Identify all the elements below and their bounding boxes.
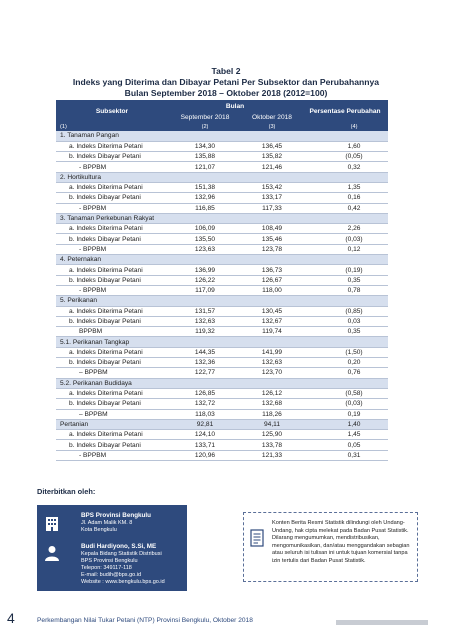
- row-label: 4. Peternakan: [56, 255, 168, 265]
- row-value-september: 92,81: [168, 419, 242, 429]
- table-row: [56, 440, 388, 450]
- row-value-oktober: 123,70: [242, 368, 302, 378]
- row-value-september: 124,10: [168, 430, 242, 440]
- row-value-september: 116,85: [168, 203, 242, 213]
- row-label: - BPPBM: [56, 244, 168, 254]
- table-row: [56, 234, 388, 244]
- row-value-september: 136,99: [168, 265, 242, 275]
- row-value-oktober: [242, 172, 302, 182]
- org-address-1: Jl. Adam Malik KM. 8: [81, 520, 133, 526]
- row-value-september: 106,09: [168, 224, 242, 234]
- row-label: a. Indeks Diterima Petani: [56, 347, 168, 357]
- row-label: - BPPBM: [56, 285, 168, 295]
- table-period: Bulan September 2018 – Oktober 2018 (2012=100): [124, 88, 328, 98]
- org-name: BPS Provinsi Bengkulu: [81, 512, 151, 519]
- header-col-4: (4): [302, 122, 388, 131]
- row-label: – BPPBM: [56, 409, 168, 419]
- row-value-september: 132,63: [168, 316, 242, 326]
- row-value-persentase: 1,60: [302, 141, 388, 151]
- row-label: a. Indeks Diterima Petani: [56, 224, 168, 234]
- table-row: [56, 265, 388, 275]
- row-value-oktober: 126,67: [242, 275, 302, 285]
- table-row: [56, 162, 388, 172]
- row-label: 5.2. Perikanan Budidaya: [56, 378, 168, 388]
- row-label: 5.1. Perikanan Tangkap: [56, 337, 168, 347]
- row-value-persentase: 0,42: [302, 203, 388, 213]
- row-value-oktober: 136,45: [242, 141, 302, 151]
- table-row: [56, 450, 388, 460]
- row-value-september: [168, 296, 242, 306]
- row-label: BPPBM: [56, 327, 168, 337]
- table-section-row: [56, 419, 388, 429]
- table-row: [56, 327, 388, 337]
- header-col-1: (1): [56, 122, 168, 131]
- header-subsektor: Subsektor: [56, 100, 168, 122]
- row-value-persentase: 0,16: [302, 193, 388, 203]
- email-link[interactable]: E-mail: budih@bps.go.id: [81, 572, 142, 578]
- row-value-persentase: [302, 296, 388, 306]
- row-label: – BPPBM: [56, 368, 168, 378]
- table-title: [0, 66, 452, 99]
- row-value-persentase: (0,58): [302, 388, 388, 398]
- row-value-persentase: 1,45: [302, 430, 388, 440]
- row-label: - BPPBM: [56, 162, 168, 172]
- document-icon: [250, 529, 264, 547]
- row-value-september: [168, 255, 242, 265]
- table-row: [56, 275, 388, 285]
- table-row: [56, 358, 388, 368]
- row-value-oktober: 118,00: [242, 285, 302, 295]
- table-body: [56, 131, 388, 461]
- row-label: a. Indeks Diterima Petani: [56, 388, 168, 398]
- row-label: a. Indeks Diterima Petani: [56, 430, 168, 440]
- row-value-oktober: 132,63: [242, 358, 302, 368]
- row-value-persentase: 2,26: [302, 224, 388, 234]
- row-value-september: 134,30: [168, 141, 242, 151]
- row-value-persentase: [302, 213, 388, 223]
- row-label: 5. Perikanan: [56, 296, 168, 306]
- table-row: [56, 285, 388, 295]
- publisher-contact: [37, 541, 187, 589]
- header-col-3: (3): [242, 122, 302, 131]
- row-value-persentase: (0,03): [302, 234, 388, 244]
- table-number: Tabel 2: [211, 66, 241, 76]
- table-section-row: [56, 337, 388, 347]
- table-section-row: [56, 131, 388, 141]
- row-label: 3. Tanaman Perkebunan Rakyat: [56, 213, 168, 223]
- person-icon: [43, 544, 61, 562]
- row-value-persentase: 0,20: [302, 358, 388, 368]
- row-label: 1. Tanaman Pangan: [56, 131, 168, 141]
- website-link[interactable]: Website : www.bengkulu.bps.go.id: [81, 579, 165, 585]
- row-value-oktober: [242, 131, 302, 141]
- row-value-oktober: [242, 296, 302, 306]
- row-value-oktober: 118,26: [242, 409, 302, 419]
- row-value-oktober: 108,49: [242, 224, 302, 234]
- publisher-box: [37, 505, 187, 591]
- row-value-september: [168, 172, 242, 182]
- row-value-persentase: (1,50): [302, 347, 388, 357]
- row-value-oktober: 153,42: [242, 182, 302, 192]
- row-value-september: 122,77: [168, 368, 242, 378]
- row-value-september: [168, 378, 242, 388]
- row-value-oktober: 133,17: [242, 193, 302, 203]
- header-september: September 2018: [168, 113, 242, 122]
- row-value-oktober: 130,45: [242, 306, 302, 316]
- table-caption: Indeks yang Diterima dan Dibayar Petani Per Subsektor dan Perubahannya: [72, 77, 380, 87]
- row-value-persentase: 1,35: [302, 182, 388, 192]
- row-value-september: 132,96: [168, 193, 242, 203]
- row-label: a. Indeks Diterima Petani: [56, 265, 168, 275]
- table-section-row: [56, 296, 388, 306]
- row-label: b. Indeks Dibayar Petani: [56, 275, 168, 285]
- table-section-row: [56, 378, 388, 388]
- row-value-persentase: 1,40: [302, 419, 388, 429]
- row-value-september: 144,35: [168, 347, 242, 357]
- row-label: b. Indeks Dibayar Petani: [56, 358, 168, 368]
- row-value-oktober: 117,33: [242, 203, 302, 213]
- publisher-org: [37, 510, 187, 540]
- copyright-text: Konten Berita Resmi Statistik dilindungi oleh Undang-Undang, hak cipta melekat pada Badan Pusat Statistik. Dilarang mengumumkan, mendistribusikan, mengomunikasikan, dan/atau menggandakan sebagian atau seluruh isi tulisan ini untuk tujuan komersial tanpa izin tertulis dari Badan Pusat Statistik.: [272, 520, 410, 564]
- table-row: [56, 224, 388, 234]
- row-value-oktober: 126,12: [242, 388, 302, 398]
- row-label: a. Indeks Diterima Petani: [56, 182, 168, 192]
- row-value-persentase: 0,19: [302, 409, 388, 419]
- row-label: b. Indeks Dibayar Petani: [56, 193, 168, 203]
- table-row: [56, 368, 388, 378]
- row-value-september: 135,50: [168, 234, 242, 244]
- row-label: b. Indeks Dibayar Petani: [56, 152, 168, 162]
- row-value-persentase: [302, 172, 388, 182]
- row-value-oktober: 125,90: [242, 430, 302, 440]
- table-row: [56, 409, 388, 419]
- publisher-label: Diterbitkan oleh:: [37, 487, 96, 496]
- phone: Telepon: 349117-118: [81, 565, 132, 571]
- header-persentase: Persentase Perubahan: [302, 100, 388, 122]
- table-row: [56, 141, 388, 151]
- table-row: [56, 244, 388, 254]
- row-value-september: 131,57: [168, 306, 242, 316]
- table-row: [56, 306, 388, 316]
- row-label: b. Indeks Dibayar Petani: [56, 399, 168, 409]
- row-value-persentase: (0,85): [302, 306, 388, 316]
- row-label: - BPPBM: [56, 450, 168, 460]
- row-value-oktober: 94,11: [242, 419, 302, 429]
- row-label: a. Indeks Diterima Petani: [56, 306, 168, 316]
- row-value-persentase: 0,76: [302, 368, 388, 378]
- header-col-2: (2): [168, 122, 242, 131]
- row-value-september: 126,85: [168, 388, 242, 398]
- row-value-september: 123,63: [168, 244, 242, 254]
- page-number: 4: [7, 610, 15, 626]
- row-value-persentase: [302, 337, 388, 347]
- row-value-september: 135,88: [168, 152, 242, 162]
- row-value-persentase: 0,03: [302, 316, 388, 326]
- row-label: 2. Hortikultura: [56, 172, 168, 182]
- table-section-row: [56, 172, 388, 182]
- row-value-oktober: [242, 213, 302, 223]
- row-value-september: 120,96: [168, 450, 242, 460]
- row-value-september: [168, 337, 242, 347]
- row-value-persentase: (0,03): [302, 399, 388, 409]
- header-bulan: Bulan: [168, 100, 302, 113]
- table-section-row: [56, 255, 388, 265]
- building-icon: [43, 514, 61, 532]
- row-label: Pertanian: [56, 419, 168, 429]
- row-label: b. Indeks Dibayar Petani: [56, 234, 168, 244]
- table-section-row: [56, 213, 388, 223]
- row-value-oktober: 135,46: [242, 234, 302, 244]
- row-value-september: 132,72: [168, 399, 242, 409]
- row-label: b. Indeks Dibayar Petani: [56, 440, 168, 450]
- row-value-september: 117,09: [168, 285, 242, 295]
- row-value-oktober: 133,78: [242, 440, 302, 450]
- table-row: [56, 152, 388, 162]
- table-row: [56, 388, 388, 398]
- table-row: [56, 347, 388, 357]
- row-value-september: 151,38: [168, 182, 242, 192]
- row-value-oktober: [242, 337, 302, 347]
- table-row: [56, 430, 388, 440]
- table-row: [56, 399, 388, 409]
- row-value-september: 119,32: [168, 327, 242, 337]
- footer-title: Perkembangan Nilai Tukar Petani (NTP) Provinsi Bengkulu, Oktober 2018: [37, 617, 253, 624]
- row-value-oktober: [242, 378, 302, 388]
- person-title: Kepala Bidang Statistik Distribusi: [81, 551, 162, 557]
- row-value-persentase: [302, 378, 388, 388]
- row-value-persentase: 0,35: [302, 327, 388, 337]
- row-value-oktober: 121,46: [242, 162, 302, 172]
- row-value-september: 132,36: [168, 358, 242, 368]
- header-oktober: Oktober 2018: [242, 113, 302, 122]
- row-value-september: [168, 213, 242, 223]
- footer-bar: [336, 620, 428, 625]
- row-value-september: 126,22: [168, 275, 242, 285]
- row-label: - BPPBM: [56, 203, 168, 213]
- row-value-persentase: 0,12: [302, 244, 388, 254]
- table-row: [56, 182, 388, 192]
- table-row: [56, 316, 388, 326]
- org-address-2: Kota Bengkulu: [81, 527, 117, 533]
- row-value-oktober: 119,74: [242, 327, 302, 337]
- row-value-oktober: 141,99: [242, 347, 302, 357]
- row-value-persentase: 0,32: [302, 162, 388, 172]
- row-value-oktober: 132,67: [242, 316, 302, 326]
- data-table: [56, 100, 388, 461]
- row-label: b. Indeks Dibayar Petani: [56, 316, 168, 326]
- row-value-persentase: 0,35: [302, 275, 388, 285]
- row-value-oktober: 135,82: [242, 152, 302, 162]
- row-value-persentase: 0,78: [302, 285, 388, 295]
- row-value-oktober: 123,78: [242, 244, 302, 254]
- row-value-oktober: 132,68: [242, 399, 302, 409]
- row-value-september: 133,71: [168, 440, 242, 450]
- row-value-persentase: 0,05: [302, 440, 388, 450]
- row-value-september: 121,07: [168, 162, 242, 172]
- row-value-persentase: (0,19): [302, 265, 388, 275]
- table-row: [56, 203, 388, 213]
- row-value-oktober: [242, 255, 302, 265]
- person-name: Budi Hardiyono, S.Si, ME: [81, 543, 157, 550]
- copyright-box: [243, 512, 418, 582]
- row-value-persentase: [302, 131, 388, 141]
- row-label: a. Indeks Diterima Petani: [56, 141, 168, 151]
- row-value-september: 118,03: [168, 409, 242, 419]
- row-value-persentase: 0,31: [302, 450, 388, 460]
- row-value-oktober: 121,33: [242, 450, 302, 460]
- row-value-persentase: (0,05): [302, 152, 388, 162]
- row-value-persentase: [302, 255, 388, 265]
- row-value-oktober: 136,73: [242, 265, 302, 275]
- row-value-september: [168, 131, 242, 141]
- table-row: [56, 193, 388, 203]
- person-org: BPS Provinsi Bengkulu: [81, 558, 138, 564]
